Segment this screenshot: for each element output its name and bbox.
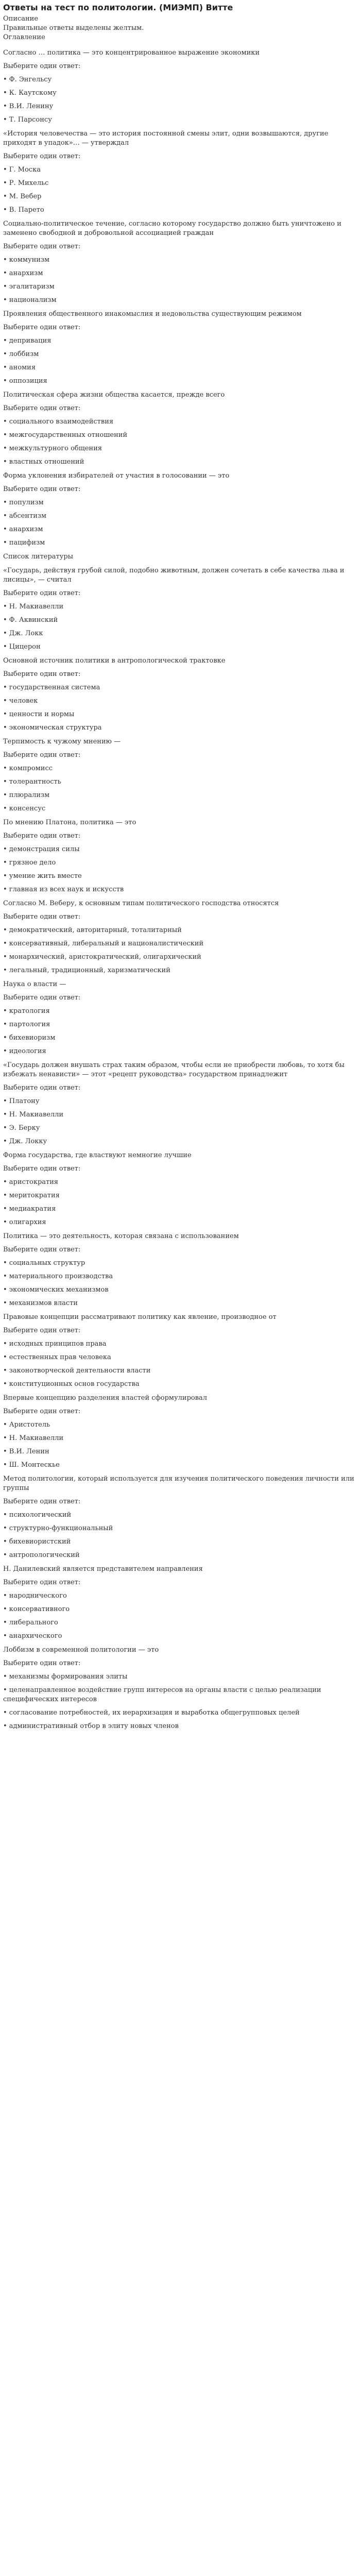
answer-option: • Ш. Монтескье [3,1461,60,1469]
answer-option: • механизмов власти [3,1299,78,1307]
question-item [3,1394,358,1470]
question-text: Метод политологии, который используется для изучения политического поведения личности или группы [3,1475,354,1492]
answer-option: • материального производства [3,1273,113,1280]
question-text: Политика — это деятельность, которая связана с использованием [3,1232,239,1240]
question-item [3,980,358,1056]
question-text: Впервые концепцию разделения властей сформулировал [3,1394,208,1402]
answer-option: • естественных прав человека [3,1353,111,1361]
answer-option: • межгосударственных отношений [3,431,128,439]
answer-option: • демократический, авторитарный, тоталитарный [3,926,182,934]
answer-option: • компромисс [3,765,53,772]
answer-option: • плюрализм [3,791,50,799]
answer-option: • государственная система [3,684,100,691]
answer-option: • конституционных основ государства [3,1380,140,1388]
question-prompt: Выберите один ответ: [3,670,81,678]
question-prompt: Выберите один ответ: [3,1659,81,1667]
question-prompt: Выберите один ответ: [3,1165,81,1173]
question-item [3,471,358,548]
answer-option: • Э. Берку [3,1124,40,1132]
answer-option: • бихевиористский [3,1538,71,1546]
question-text: Согласно … политика — это концентрированное выражение экономики [3,49,260,57]
answer-option: • антропологический [3,1551,80,1559]
question-prompt: Выберите один ответ: [3,1246,81,1253]
question-item [3,552,358,562]
answer-option: • аномия [3,364,36,371]
answer-option: • согласование потребностей, их иерархизация и выработка общегрупповых целей [3,1709,300,1717]
answer-option: • анархизм [3,526,43,533]
answer-option: • ценности и нормы [3,710,75,718]
answer-option: • В. Парето [3,206,44,214]
answer-option: • Платону [3,1097,40,1105]
meta-block [3,14,358,42]
answer-option: • грязное дело [3,859,56,867]
question-text: «Государь должен внушать страх таким образом, чтобы если не приобрести любовь, то хотя бы избежать ненависти» — этот «рецепт руководства» государством принадлежит [3,1061,345,1078]
answer-option: • либерального [3,1619,58,1626]
answer-option: • Аристотель [3,1421,50,1429]
description-text: Правильные ответы выделены желтым. [3,24,144,32]
answer-option: • толерантность [3,778,61,786]
answer-option: • национализм [3,296,57,304]
question-text: Наука о власти — [3,980,66,988]
answer-option: • Н. Макиавелли [3,1434,64,1442]
answer-option: • консенсус [3,805,46,812]
question-text: Н. Данилевский является представителем направления [3,1565,203,1573]
question-text: Терпимость к чужому мнению — [3,738,121,745]
question-text: «История человечества — это история постоянной смены элит, одни возвышаются, другие приходят в упадок»… — утверждал [3,130,329,147]
question-prompt: Выберите один ответ: [3,404,81,412]
answer-option: • легальный, традиционный, харизматический [3,967,170,974]
question-prompt: Выберите один ответ: [3,1327,81,1334]
question-text: Проявления общественного инакомыслия и недовольства существующим режимом [3,310,302,318]
question-item [3,737,358,814]
answer-option: • аристократия [3,1178,59,1186]
answer-option: • структурно-функциональный [3,1524,113,1532]
question-item [3,48,358,125]
answer-option: • олигархия [3,1218,46,1226]
question-text: Согласно М. Веберу, к основным типам политического господства относятся [3,900,279,907]
question-item [3,566,358,652]
answer-option: • В.И. Ленину [3,103,54,110]
question-item [3,1061,358,1146]
question-prompt: Выберите один ответ: [3,62,81,70]
answer-option: • анархизм [3,269,43,277]
question-item [3,1646,358,1731]
answer-option: • целенаправленное воздействие групп интересов на органы власти с целью реализации специфических интересов [3,1686,321,1703]
description-label: Описание [3,15,39,23]
answer-option: • популизм [3,499,44,506]
answer-option: • человек [3,697,38,705]
answer-option: • Р. Михельс [3,179,49,187]
question-prompt: Выберите один ответ: [3,994,81,1002]
question-item [3,656,358,733]
answer-option: • консервативного [3,1605,70,1613]
question-text: Политическая сфера жизни общества касается, прежде всего [3,391,225,399]
answer-option: • Дж. Локку [3,1138,47,1145]
answer-option: • эгалитаризм [3,283,55,291]
answer-option: • пацифизм [3,539,45,547]
answer-option: • Дж. Локк [3,630,43,637]
question-prompt: Выберите один ответ: [3,243,81,250]
question-text: Правовые концепции рассматривают политику как явление, производное от [3,1313,277,1321]
answer-option: • медиакратия [3,1205,56,1213]
question-prompt: Выберите один ответ: [3,485,81,493]
answer-option: • административный отбор в элиту новых членов [3,1722,179,1730]
answer-option: • кратология [3,1007,50,1015]
question-item [3,310,358,386]
question-item [3,219,358,305]
answer-option: • Т. Парсонсу [3,116,52,124]
answer-option: • Ф. Энгельсу [3,76,52,83]
question-item [3,1565,358,1641]
answer-option: • психологический [3,1511,72,1519]
question-text: Форма государства, где властвуют немногие лучшие [3,1151,192,1159]
question-item [3,818,358,894]
answer-option: • меритократия [3,1192,60,1199]
question-item [3,1475,358,1560]
question-item [3,1313,358,1389]
answer-option: • демонстрация силы [3,845,80,853]
answer-option: • Г. Моска [3,166,41,174]
answer-option: • монархический, аристократический, олигархический [3,953,201,961]
answer-option: • идеология [3,1047,46,1055]
question-item [3,1151,358,1227]
answer-option: • экономических механизмов [3,1286,109,1294]
question-prompt: Выберите один ответ: [3,913,81,921]
question-item [3,1232,358,1308]
question-prompt: Выберите один ответ: [3,324,81,331]
answer-option: • В.И. Ленин [3,1448,49,1455]
question-text: По мнению Платона, политика — это [3,819,136,826]
answer-option: • законотворческой деятельности власти [3,1367,151,1375]
question-prompt: Выберите один ответ: [3,152,81,160]
question-prompt: Выберите один ответ: [3,832,81,840]
answer-option: • социального взаимодействия [3,418,114,426]
answer-option: • механизмы формирования элиты [3,1673,128,1681]
answer-option: • Цицерон [3,643,41,651]
answer-option: • Н. Макиавелли [3,603,64,611]
answer-option: • народнического [3,1592,67,1600]
answer-option: • абсентизм [3,512,47,520]
answer-option: • оппозиция [3,377,47,385]
answer-option: • Ф. Аквинский [3,616,58,624]
answer-option: • социальных структур [3,1259,85,1267]
question-prompt: Выберите один ответ: [3,1084,81,1092]
question-prompt: Выберите один ответ: [3,1498,81,1505]
answer-option: • Н. Макиавелли [3,1111,64,1118]
question-text: Форма уклонения избирателей от участия в голосовании — это [3,472,230,480]
question-item [3,129,358,215]
question-prompt: Выберите один ответ: [3,751,81,759]
question-prompt: Выберите один ответ: [3,589,81,597]
answer-option: • лоббизм [3,350,39,358]
question-list [3,48,358,1731]
answer-option: • К. Каутскому [3,89,57,97]
question-prompt: Выберите один ответ: [3,1579,81,1586]
answer-option: • анархического [3,1632,62,1640]
question-text: Социально-политическое течение, согласно которому государство должно быть уничтожено и заменено свободной и добровольной ассоциацией граждан [3,220,341,237]
answer-option: • партология [3,1021,50,1028]
answer-option: • властных отношений [3,458,84,466]
answer-option: • исходных принципов права [3,1340,107,1348]
question-text: Список литературы [3,553,74,561]
answer-option: • умение жить вместе [3,872,82,880]
question-text: «Государь, действуя грубой силой, подобно животным, должен сочетать в себе качества льва и лисицы», — считал [3,567,345,584]
answer-option: • межкультурного общения [3,445,102,452]
answer-option: • бихевиоризм [3,1034,56,1042]
toc-label[interactable]: Оглавление [3,33,45,41]
question-item [3,391,358,467]
answer-option: • М. Вебер [3,193,42,200]
answer-option: • консервативный, либеральный и националистический [3,940,204,947]
question-prompt: Выберите один ответ: [3,1408,81,1415]
page-title: Ответы на тест по политологии. (МИЭМП) Витте [3,3,233,12]
answer-option: • депривация [3,337,51,345]
question-text: Основной источник политики в антропологической трактовке [3,657,226,665]
answer-option: • коммунизм [3,256,50,264]
answer-option: • главная из всех наук и искусств [3,886,124,893]
answer-option: • экономическая структура [3,724,102,732]
question-item [3,899,358,975]
question-text: Лоббизм в современной политологии — это [3,1646,159,1654]
